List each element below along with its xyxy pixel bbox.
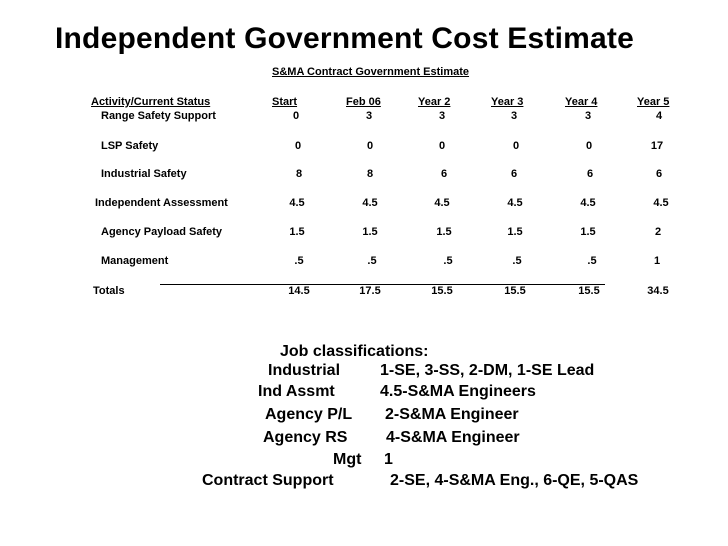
cell-value: 4.5 [507, 197, 523, 209]
cell-value: 1.5 [580, 226, 596, 238]
total-value: 14.5 [288, 285, 310, 297]
total-value: 34.5 [647, 285, 669, 297]
cell-value: 4.5 [289, 197, 305, 209]
job-value: 2-S&MA Engineer [385, 406, 519, 423]
header-activity: Activity/Current Status [91, 96, 211, 108]
cell-value: 4.5 [580, 197, 596, 209]
cell-value: 0 [585, 140, 593, 152]
cell-value: 3 [438, 110, 446, 122]
header-year5: Year 5 [637, 96, 670, 108]
cell-value: .5 [443, 255, 453, 267]
cell-value: 0 [512, 140, 520, 152]
cell-value: .5 [587, 255, 597, 267]
cell-value: 8 [366, 168, 374, 180]
job-value: 1 [384, 451, 393, 468]
cell-value: 1.5 [362, 226, 378, 238]
cell-value: 0 [438, 140, 446, 152]
job-label: Ind Assmt [258, 383, 335, 400]
cell-value: 1.5 [436, 226, 452, 238]
page-title: Independent Government Cost Estimate [55, 22, 634, 55]
cell-value: 1.5 [289, 226, 305, 238]
cell-value: 8 [295, 168, 303, 180]
cell-value: 6 [440, 168, 448, 180]
row-label: LSP Safety [101, 140, 159, 152]
cell-value: 6 [655, 168, 663, 180]
cell-value: 0 [292, 110, 300, 122]
cell-value: 1 [653, 255, 661, 267]
header-year2: Year 2 [418, 96, 451, 108]
total-value: 15.5 [504, 285, 526, 297]
job-label: Mgt [333, 451, 362, 468]
total-value: 17.5 [359, 285, 381, 297]
job-value: 2-SE, 4-S&MA Eng., 6-QE, 5-QAS [390, 472, 639, 489]
job-value: 4.5-S&MA Engineers [380, 383, 536, 400]
cell-value: 1.5 [507, 226, 523, 238]
header-start: Start [272, 96, 298, 108]
cell-value: 3 [510, 110, 518, 122]
table-caption: S&MA Contract Government Estimate [272, 66, 470, 78]
job-label: Agency RS [263, 429, 348, 446]
cell-value: 4.5 [653, 197, 669, 209]
job-label: Contract Support [202, 472, 334, 489]
row-label: Agency Payload Safety [101, 226, 223, 238]
row-label: Range Safety Support [101, 110, 216, 122]
cell-value: 2 [654, 226, 662, 238]
row-label: Management [101, 255, 169, 267]
cell-value: 17 [650, 140, 664, 152]
total-value: 15.5 [578, 285, 600, 297]
cell-value: .5 [294, 255, 304, 267]
cell-value: 3 [584, 110, 592, 122]
cell-value: 6 [586, 168, 594, 180]
header-feb06: Feb 06 [346, 96, 381, 108]
cell-value: 4.5 [362, 197, 378, 209]
cell-value: 0 [366, 140, 374, 152]
job-label: Agency P/L [265, 406, 353, 423]
cell-value: 3 [365, 110, 373, 122]
cell-value: .5 [512, 255, 522, 267]
cell-value: .5 [367, 255, 377, 267]
cell-value: 4 [655, 110, 663, 122]
row-label: Industrial Safety [101, 168, 187, 180]
total-value: 15.5 [431, 285, 453, 297]
cell-value: 4.5 [434, 197, 450, 209]
totals-label: Totals [93, 285, 125, 297]
job-label: Industrial [268, 362, 341, 379]
job-value: 1-SE, 3-SS, 2-DM, 1-SE Lead [380, 362, 595, 379]
totals-divider [160, 284, 605, 285]
row-label: Independent Assessment [95, 197, 228, 209]
header-year4: Year 4 [565, 96, 598, 108]
job-classifications-heading: Job classifications: [280, 343, 429, 360]
job-value: 4-S&MA Engineer [386, 429, 520, 446]
cell-value: 6 [510, 168, 518, 180]
cell-value: 0 [294, 140, 302, 152]
header-year3: Year 3 [491, 96, 524, 108]
